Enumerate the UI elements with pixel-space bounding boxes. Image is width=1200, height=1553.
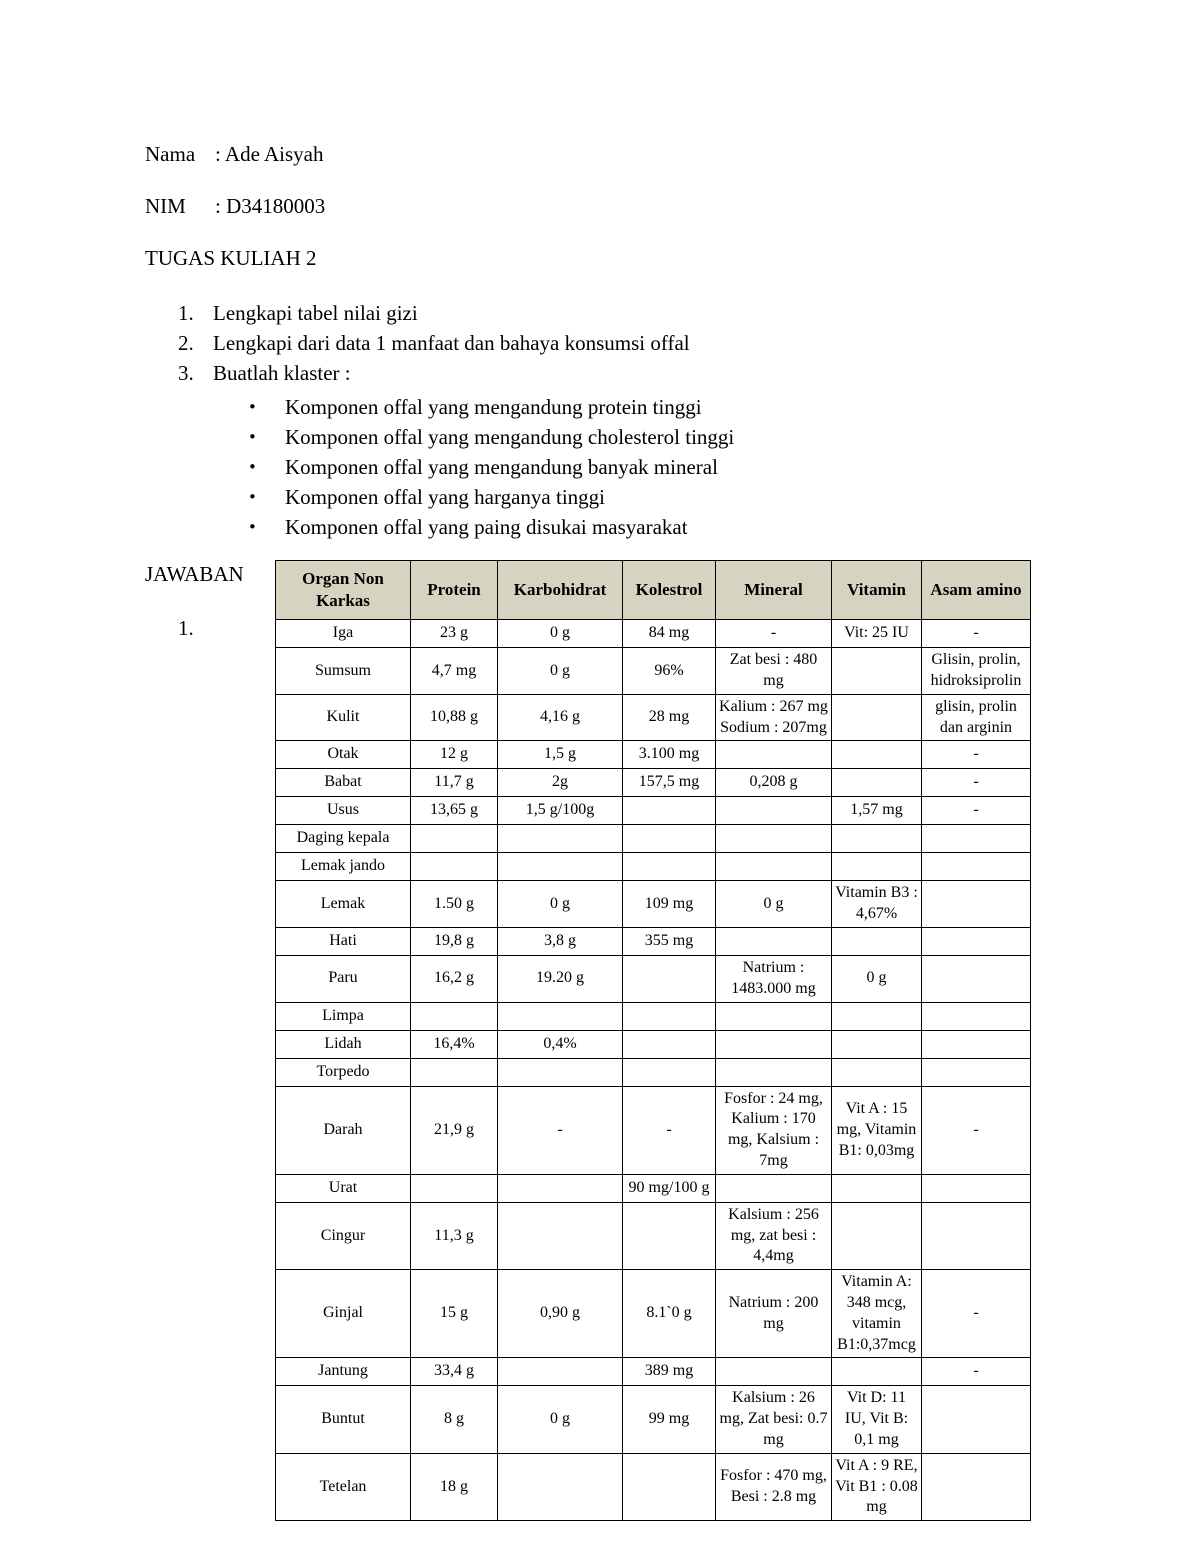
table-cell: 15 g (411, 1270, 498, 1358)
table-cell (716, 797, 832, 825)
table-cell: 0 g (498, 881, 623, 928)
table-cell: - (922, 741, 1031, 769)
table-cell: Vit D: 11 IU, Vit B: 0,1 mg (832, 1386, 922, 1453)
table-cell (922, 1453, 1031, 1520)
table-cell: 0 g (716, 881, 832, 928)
table-cell (716, 927, 832, 955)
nim-value: : D34180003 (215, 194, 326, 218)
task-item (178, 298, 1170, 328)
table-cell (498, 1202, 623, 1269)
table-cell: Torpedo (276, 1058, 411, 1086)
table-cell: Tetelan (276, 1453, 411, 1520)
table-cell: 389 mg (623, 1358, 716, 1386)
table-cell: Babat (276, 769, 411, 797)
list-item (248, 422, 1170, 452)
task-text: Lengkapi tabel nilai gizi (213, 301, 418, 325)
table-cell: 1,57 mg (832, 797, 922, 825)
bullet-text: Komponen offal yang mengandung banyak mineral (285, 455, 718, 479)
table-cell: 19.20 g (498, 955, 623, 1002)
table-cell: 99 mg (623, 1386, 716, 1453)
table-cell: 0,4% (498, 1030, 623, 1058)
table-cell: Kalsium : 256 mg, zat besi : 4,4mg (716, 1202, 832, 1269)
document-title: TUGAS KULIAH 2 (145, 246, 317, 270)
table-cell (411, 853, 498, 881)
table-cell: 28 mg (623, 694, 716, 741)
table-row (276, 927, 1031, 955)
table-cell (498, 853, 623, 881)
table-cell: 0 g (498, 648, 623, 695)
table-cell: Jantung (276, 1358, 411, 1386)
table-cell: Limpa (276, 1002, 411, 1030)
table-cell: - (922, 620, 1031, 648)
nutrition-table-body (276, 620, 1031, 1521)
table-cell: Kulit (276, 694, 411, 741)
table-cell (922, 1174, 1031, 1202)
table-row (276, 1174, 1031, 1202)
table-cell: 11,3 g (411, 1202, 498, 1269)
table-cell (922, 853, 1031, 881)
table-row (276, 1086, 1031, 1174)
answer-number: 1. (178, 616, 194, 640)
table-cell: - (922, 1270, 1031, 1358)
table-row (276, 620, 1031, 648)
table-row (276, 1030, 1031, 1058)
table-cell (716, 1002, 832, 1030)
table-cell: glisin, prolin dan arginin (922, 694, 1031, 741)
table-header-cell: Vitamin (832, 561, 922, 620)
bullet-icon: • (248, 398, 257, 416)
table-cell: 8 g (411, 1386, 498, 1453)
table-cell (716, 1058, 832, 1086)
table-cell: 0,208 g (716, 769, 832, 797)
table-cell (623, 1058, 716, 1086)
table-cell (922, 1058, 1031, 1086)
task-item (178, 358, 1170, 388)
task-number: 2. (178, 331, 194, 355)
table-cell: 18 g (411, 1453, 498, 1520)
table-cell: 23 g (411, 620, 498, 648)
table-cell (832, 741, 922, 769)
bullet-text: Komponen offal yang harganya tinggi (285, 485, 605, 509)
table-header-cell: Kolestrol (623, 561, 716, 620)
table-cell: - (922, 1358, 1031, 1386)
bullet-icon: • (248, 488, 257, 506)
bullet-icon: • (248, 458, 257, 476)
table-cell: Vitamin A: 348 mcg, vitamin B1:0,37mcg (832, 1270, 922, 1358)
table-row (276, 1002, 1031, 1030)
bullet-icon: • (248, 428, 257, 446)
table-cell: Kalsium : 26 mg, Zat besi: 0.7 mg (716, 1386, 832, 1453)
table-cell (623, 825, 716, 853)
table-cell: - (922, 769, 1031, 797)
table-cell (922, 1386, 1031, 1453)
table-cell (832, 1002, 922, 1030)
table-cell: Kalium : 267 mg Sodium : 207mg (716, 694, 832, 741)
list-item (248, 392, 1170, 422)
table-cell: 16,2 g (411, 955, 498, 1002)
table-cell (411, 1174, 498, 1202)
table-cell (832, 694, 922, 741)
task-list (145, 298, 1170, 388)
table-cell (623, 1202, 716, 1269)
table-cell: 84 mg (623, 620, 716, 648)
table-cell: Ginjal (276, 1270, 411, 1358)
table-cell (922, 1202, 1031, 1269)
task-item (178, 328, 1170, 358)
table-cell: 13,65 g (411, 797, 498, 825)
table-cell: Buntut (276, 1386, 411, 1453)
table-cell (498, 1174, 623, 1202)
table-cell (922, 927, 1031, 955)
table-row (276, 955, 1031, 1002)
table-row (276, 1270, 1031, 1358)
table-row (276, 1358, 1031, 1386)
table-cell: 355 mg (623, 927, 716, 955)
table-cell: 11,7 g (411, 769, 498, 797)
task-number: 1. (178, 301, 194, 325)
table-cell: 90 mg/100 g (623, 1174, 716, 1202)
jawaban-label: JAWABAN (145, 562, 244, 586)
table-cell: Sumsum (276, 648, 411, 695)
task-text: Buatlah klaster : (213, 361, 351, 385)
table-cell (832, 769, 922, 797)
table-cell (623, 797, 716, 825)
table-row (276, 741, 1031, 769)
table-cell: 96% (623, 648, 716, 695)
table-cell (922, 1030, 1031, 1058)
bullet-text: Komponen offal yang mengandung protein tinggi (285, 395, 702, 419)
table-cell (832, 1174, 922, 1202)
table-cell: Cingur (276, 1202, 411, 1269)
table-cell (832, 927, 922, 955)
table-cell: Otak (276, 741, 411, 769)
table-header-cell: Asam amino (922, 561, 1031, 620)
table-cell: 3.100 mg (623, 741, 716, 769)
table-cell: 10,88 g (411, 694, 498, 741)
table-row (276, 853, 1031, 881)
table-cell (498, 825, 623, 853)
table-cell: 1,5 g/100g (498, 797, 623, 825)
task-number: 3. (178, 361, 194, 385)
table-cell: 1.50 g (411, 881, 498, 928)
table-cell: Zat besi : 480 mg (716, 648, 832, 695)
table-cell: Vit A : 9 RE, Vit B1 : 0.08 mg (832, 1453, 922, 1520)
bullet-icon: • (248, 518, 257, 536)
table-cell (498, 1453, 623, 1520)
table-cell: - (922, 1086, 1031, 1174)
table-cell: - (716, 620, 832, 648)
table-cell: 19,8 g (411, 927, 498, 955)
table-cell: Lidah (276, 1030, 411, 1058)
table-cell: Daging kepala (276, 825, 411, 853)
table-cell: 0 g (498, 620, 623, 648)
table-cell (922, 1002, 1031, 1030)
list-item (248, 452, 1170, 482)
table-cell (623, 1030, 716, 1058)
table-cell (716, 1358, 832, 1386)
table-cell: 4,7 mg (411, 648, 498, 695)
name-value: : Ade Aisyah (215, 142, 324, 166)
table-cell (832, 648, 922, 695)
table-cell (498, 1358, 623, 1386)
table-cell (623, 853, 716, 881)
table-cell: 0 g (832, 955, 922, 1002)
table-cell (498, 1002, 623, 1030)
table-cell (716, 825, 832, 853)
table-cell (623, 955, 716, 1002)
table-cell (922, 881, 1031, 928)
nutrition-table (275, 560, 1031, 1521)
bullet-text: Komponen offal yang mengandung cholesterol tinggi (285, 425, 735, 449)
table-cell: - (498, 1086, 623, 1174)
table-cell: Natrium : 200 mg (716, 1270, 832, 1358)
table-cell: Paru (276, 955, 411, 1002)
table-cell: 12 g (411, 741, 498, 769)
table-cell: 109 mg (623, 881, 716, 928)
table-cell: 1,5 g (498, 741, 623, 769)
list-item (248, 482, 1170, 512)
table-cell: - (623, 1086, 716, 1174)
nim-line (145, 195, 1170, 217)
table-cell: 2g (498, 769, 623, 797)
table-cell (922, 955, 1031, 1002)
list-item (248, 512, 1170, 542)
table-cell: Vitamin B3 : 4,67% (832, 881, 922, 928)
table-cell (832, 853, 922, 881)
table-row (276, 881, 1031, 928)
table-cell (411, 825, 498, 853)
table-cell (716, 853, 832, 881)
table-cell: Glisin, prolin, hidroksiprolin (922, 648, 1031, 695)
table-cell: Urat (276, 1174, 411, 1202)
table-cell (832, 825, 922, 853)
table-row (276, 694, 1031, 741)
table-cell (623, 1002, 716, 1030)
table-cell (411, 1002, 498, 1030)
table-cell: Hati (276, 927, 411, 955)
name-label: Nama (145, 142, 196, 166)
table-cell (498, 1058, 623, 1086)
table-cell (716, 1030, 832, 1058)
table-cell: Lemak (276, 881, 411, 928)
table-cell: Fosfor : 24 mg, Kalium : 170 mg, Kalsium : 7mg (716, 1086, 832, 1174)
bullet-list (145, 392, 1170, 542)
table-cell (716, 741, 832, 769)
name-line (145, 143, 1170, 165)
table-cell (832, 1202, 922, 1269)
table-cell: Vit: 25 IU (832, 620, 922, 648)
table-cell: Vit A : 15 mg, Vitamin B1: 0,03mg (832, 1086, 922, 1174)
table-cell: Usus (276, 797, 411, 825)
table-cell: 0 g (498, 1386, 623, 1453)
table-cell: Lemak jando (276, 853, 411, 881)
table-row (276, 1453, 1031, 1520)
table-cell (922, 825, 1031, 853)
table-cell: Natrium : 1483.000 mg (716, 955, 832, 1002)
table-row (276, 648, 1031, 695)
table-header-cell: Organ Non Karkas (276, 561, 411, 620)
bullet-text: Komponen offal yang paing disukai masyarakat (285, 515, 688, 539)
table-cell: 157,5 mg (623, 769, 716, 797)
table-row (276, 1058, 1031, 1086)
table-cell (832, 1058, 922, 1086)
table-row (276, 825, 1031, 853)
task-text: Lengkapi dari data 1 manfaat dan bahaya konsumsi offal (213, 331, 690, 355)
table-cell (716, 1174, 832, 1202)
table-cell: 4,16 g (498, 694, 623, 741)
table-row (276, 1202, 1031, 1269)
table-cell: Darah (276, 1086, 411, 1174)
table-cell (411, 1058, 498, 1086)
table-cell (832, 1030, 922, 1058)
table-cell: 8.1`0 g (623, 1270, 716, 1358)
table-cell (623, 1453, 716, 1520)
table-cell: - (922, 797, 1031, 825)
table-header-cell: Mineral (716, 561, 832, 620)
answer-section (145, 560, 1170, 1521)
table-row (276, 797, 1031, 825)
table-cell: Iga (276, 620, 411, 648)
table-cell: 16,4% (411, 1030, 498, 1058)
table-cell: 0,90 g (498, 1270, 623, 1358)
table-header-cell: Karbohidrat (498, 561, 623, 620)
table-cell: 21,9 g (411, 1086, 498, 1174)
table-header-cell: Protein (411, 561, 498, 620)
table-row (276, 769, 1031, 797)
table-row (276, 1386, 1031, 1453)
table-header-row (276, 561, 1031, 620)
table-cell: 33,4 g (411, 1358, 498, 1386)
table-cell: 3,8 g (498, 927, 623, 955)
nim-label: NIM (145, 194, 186, 218)
table-cell: Fosfor : 470 mg, Besi : 2.8 mg (716, 1453, 832, 1520)
table-cell (832, 1358, 922, 1386)
